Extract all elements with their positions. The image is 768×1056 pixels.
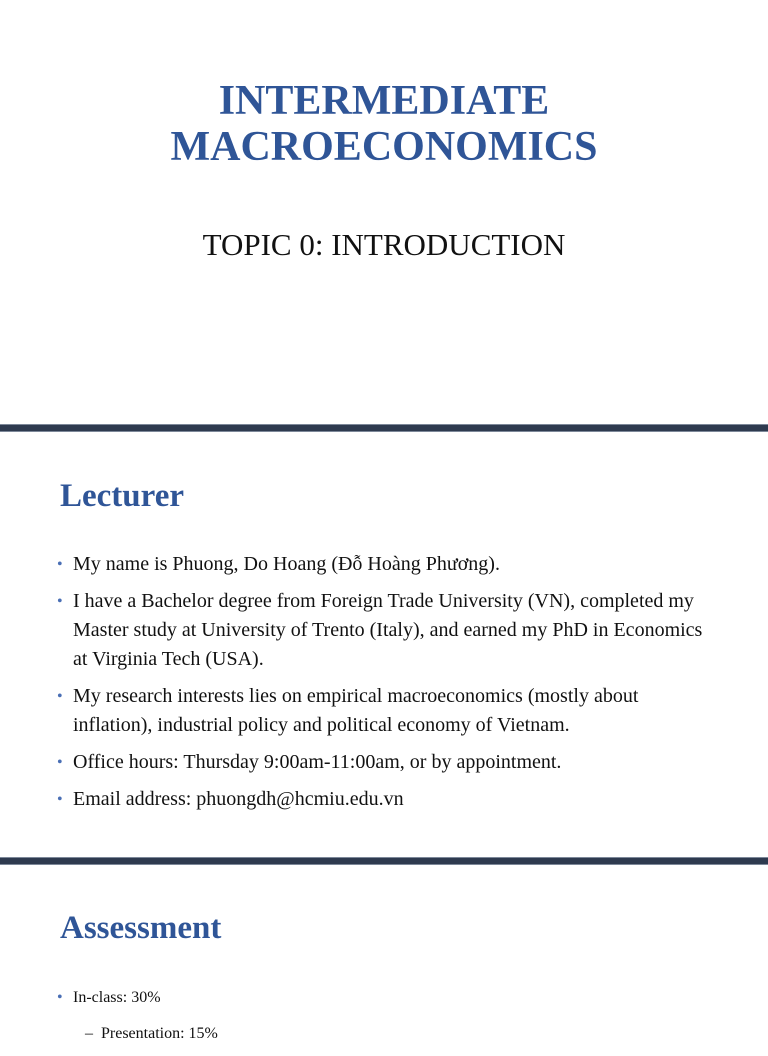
- bullet-list: [57, 984, 717, 1056]
- bullet-icon: •: [57, 754, 63, 771]
- list-item-text: My research interests lies on empirical macroeconomics (mostly about inflation), industrial policy and political economy of Vietnam.: [73, 685, 639, 736]
- list-item-text: My name is Phuong, Do Hoang (Đỗ Hoàng Phương).: [73, 553, 500, 575]
- list-item-text: I have a Bachelor degree from Foreign Trade University (VN), completed my Master study at University of Trento (Italy), and earned my PhD in Economics at Virginia Tech (USA).: [73, 590, 703, 670]
- list-item: [57, 587, 717, 674]
- list-item: [57, 984, 717, 1012]
- dash-icon: –: [85, 1025, 93, 1042]
- list-item: [57, 682, 717, 740]
- bullet-icon: •: [57, 791, 63, 808]
- subtitle: TOPIC 0: INTRODUCTION: [202, 227, 566, 262]
- slide-separator: [0, 424, 768, 432]
- list-sub-item: [57, 1020, 717, 1048]
- lecturer-slide: [0, 432, 768, 856]
- bullet-list: [57, 550, 717, 822]
- main-title: [0, 78, 768, 170]
- title-slide: [0, 0, 768, 424]
- list-item: [57, 748, 717, 777]
- bullet-icon: •: [57, 688, 63, 705]
- bullet-icon: •: [57, 556, 63, 573]
- list-item: [57, 785, 717, 814]
- list-item-text: Email address: phuongdh@hcmiu.edu.vn: [73, 788, 404, 810]
- main-title-line-1: INTERMEDIATE: [218, 78, 550, 124]
- slide-heading: Assessment: [60, 910, 222, 946]
- main-title-line-2: MACROECONOMICS: [170, 124, 598, 170]
- list-item-text: Office hours: Thursday 9:00am-11:00am, or by appointment.: [73, 751, 562, 773]
- bullet-icon: •: [57, 593, 63, 610]
- bullet-icon: •: [57, 989, 63, 1006]
- slide-separator: [0, 857, 768, 865]
- assessment-slide: [0, 866, 768, 1042]
- list-item-text: In-class: 30%: [73, 989, 161, 1006]
- slide-heading: Lecturer: [60, 478, 184, 514]
- list-item-text: Presentation: 15%: [101, 1025, 218, 1042]
- list-item: [57, 550, 717, 579]
